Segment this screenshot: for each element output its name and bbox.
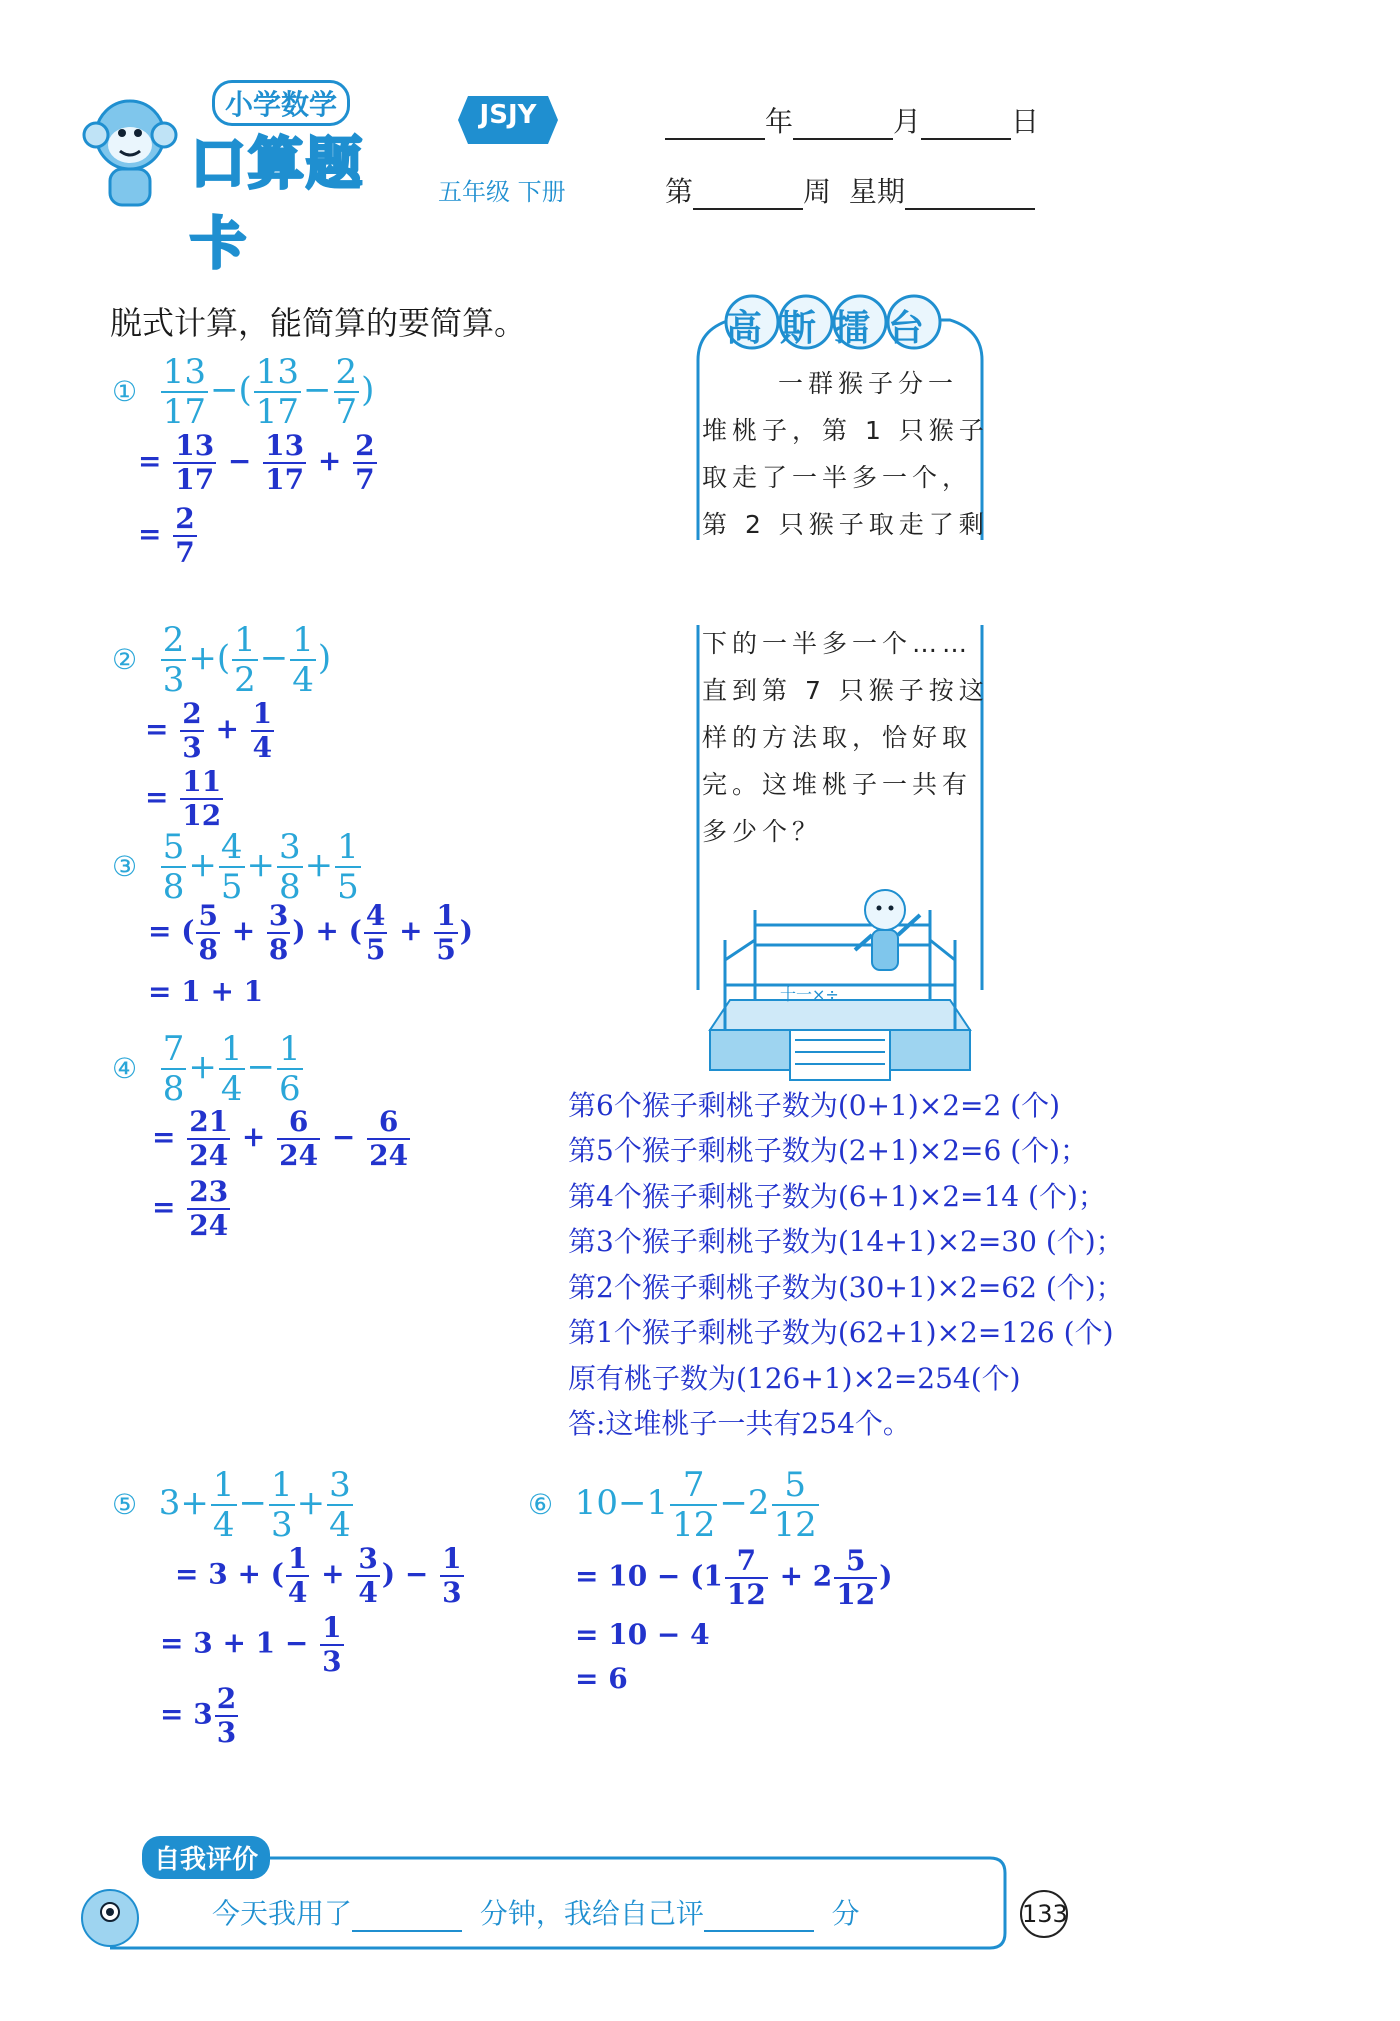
challenge-line-8: 完。这堆桃子一共有 <box>702 770 973 799</box>
grade-label: 五年级 下册 <box>438 178 566 206</box>
solution-2-step-1: = $\frac{2}{3}$ + $\frac{1}{4}$ <box>145 697 273 764</box>
answer-line-3: 第4个猴子剩桃子数为(6+1)×2=14 (个)； <box>568 1180 1106 1213</box>
score-blank[interactable] <box>704 1904 814 1932</box>
answer-line-4: 第3个猴子剩桃子数为(14+1)×2=30 (个)； <box>568 1225 1124 1258</box>
weekday-label: 星期 <box>848 175 905 208</box>
monkey-mascot-icon <box>80 95 180 210</box>
challenge-line-2: 堆桃子，第 1 只猴子 <box>702 416 989 445</box>
week-prefix: 第 <box>665 175 694 208</box>
solution-6-step-1: = 10 − (1 $\frac{7}{12}$ + 2 $\frac{5}{12}$ ) <box>575 1544 893 1611</box>
boxing-ring-illustration-icon <box>700 880 980 1085</box>
ring-sign: 十一×÷ <box>780 985 839 1004</box>
gauss-challenge-panel <box>690 290 990 1090</box>
week-label: 周 <box>803 175 832 208</box>
solution-1-step-1: = $\frac{13}{17}$ − $\frac{13}{17}$ + $\frac{2}{7}$ <box>138 429 375 496</box>
solution-5-step-1: = 3 + ( $\frac{1}{4}$ + $\frac{3}{4}$ ) − $\frac{1}{3}$ <box>175 1542 462 1609</box>
problem-3: ③ $\frac{5}{8}$ + $\frac{4}{5}$ + $\frac{3}{8}$ + $\frac{1}{5}$ <box>112 827 359 907</box>
badge-text: JSJY <box>479 100 537 130</box>
problem-number: ④ <box>112 1052 138 1085</box>
self-eval-text-a: 今天我用了 <box>212 1897 353 1930</box>
problem-5: ⑤ 3+ $\frac{1}{4}$ − $\frac{1}{3}$ + $\frac{3}{4}$ <box>112 1465 351 1545</box>
problem-number: ② <box>112 643 138 676</box>
logo <box>80 80 420 277</box>
instruction: 脱式计算，能简算的要简算。 <box>110 304 527 342</box>
solution-4-step-1: = $\frac{21}{24}$ + $\frac{6}{24}$ − $\frac{6}{24}$ <box>152 1105 409 1172</box>
solution-6-step-3: = 6 <box>575 1662 628 1695</box>
challenge-line-1: 一群猴子分一 <box>778 369 959 398</box>
solution-5-step-3: = 3 $\frac{2}{3}$ <box>160 1682 237 1749</box>
self-eval-label: 自我评价 <box>142 1836 270 1879</box>
series-label: 小学数学 <box>212 80 350 126</box>
day-blank[interactable] <box>921 112 1011 140</box>
date-row <box>665 100 1039 140</box>
self-eval-row <box>212 1892 860 1932</box>
answer-line-2: 第5个猴子剩桃子数为(2+1)×2=6 (个)； <box>568 1134 1089 1167</box>
solution-4-step-2: = $\frac{23}{24}$ <box>152 1175 229 1242</box>
self-evaluation-footer <box>70 1830 1070 1955</box>
year-blank[interactable] <box>665 112 765 140</box>
challenge-title: 高斯擂台 <box>726 308 943 349</box>
problem-number: ⑥ <box>528 1488 554 1521</box>
problem-6: ⑥ 10−1 $\frac{7}{12}$ −2 $\frac{5}{12}$ <box>528 1465 817 1545</box>
problem-2: ② $\frac{2}{3}$ +( $\frac{1}{2}$ − $\frac{1}{4}$ ) <box>112 620 332 700</box>
self-eval-text-b: 分钟，我给自己评 <box>479 1897 704 1930</box>
problem-number: ③ <box>112 850 138 883</box>
solution-5-step-2: = 3 + 1 − $\frac{1}{3}$ <box>160 1611 342 1678</box>
solution-6-step-2: = 10 − 4 <box>575 1618 710 1651</box>
answer-line-1: 第6个猴子剩桃子数为(0+1)×2=2 (个) <box>568 1089 1061 1122</box>
problem-number: ⑤ <box>112 1488 138 1521</box>
solution-3-step-1: = ( $\frac{5}{8}$ + $\frac{3}{8}$ ) + ( $\frac{4}{5}$ + $\frac{1}{5}$ ) <box>148 899 474 966</box>
day-label: 日 <box>1011 105 1040 138</box>
challenge-line-6: 直到第 7 只猴子按这 <box>702 676 989 705</box>
solution-3-step-2: = 1 + 1 <box>148 975 264 1008</box>
year-label: 年 <box>765 105 794 138</box>
week-row <box>665 170 1035 210</box>
weekday-blank[interactable] <box>905 182 1035 210</box>
month-blank[interactable] <box>793 112 893 140</box>
page-number: 133 <box>1020 1890 1068 1938</box>
self-eval-text-c: 分 <box>831 1897 860 1930</box>
answer-line-7: 原有桃子数为(126+1)×2=254(个) <box>568 1362 1021 1395</box>
book-title: 口算题卡 <box>190 132 364 277</box>
challenge-line-3: 取走了一半多一个， <box>702 463 973 492</box>
challenge-line-7: 样的方法取，恰好取 <box>702 723 973 752</box>
problem-number: ① <box>112 375 138 408</box>
answer-line-6: 第1个猴子剩桃子数为(62+1)×2=126 (个) <box>568 1316 1114 1349</box>
problem-4: ④ $\frac{7}{8}$ + $\frac{1}{4}$ − $\frac{1}{6}$ <box>112 1029 301 1109</box>
challenge-line-9: 多少个？ <box>702 817 823 846</box>
solution-2-step-2: = $\frac{11}{12}$ <box>145 765 222 832</box>
month-label: 月 <box>893 105 922 138</box>
challenge-line-4: 第 2 只猴子取走了剩 <box>702 510 989 539</box>
answer-line-5: 第2个猴子剩桃子数为(30+1)×2=62 (个)； <box>568 1271 1124 1304</box>
solution-1-step-2: = $\frac{2}{7}$ <box>138 502 195 569</box>
minutes-blank[interactable] <box>352 1904 462 1932</box>
challenge-line-5: 下的一半多一个…… <box>702 629 973 658</box>
problem-1: ① $\frac{13}{17}$ −( $\frac{13}{17}$ − $\frac{2}{7}$ ) <box>112 352 375 432</box>
answer-line-8: 答:这堆桃子一共有254个。 <box>568 1407 911 1440</box>
week-blank[interactable] <box>693 182 803 210</box>
